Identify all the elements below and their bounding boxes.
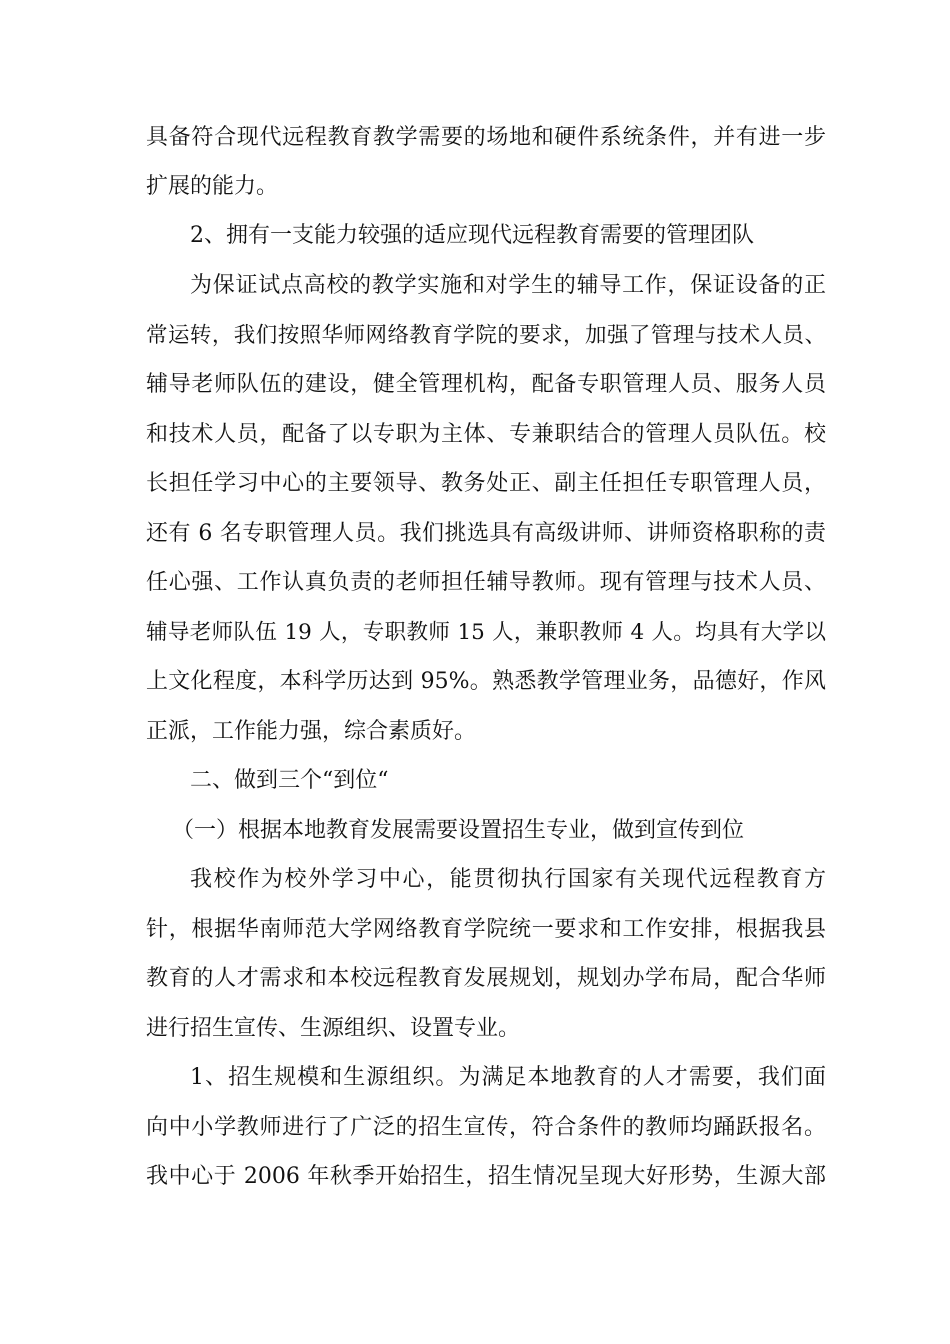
- text-line: 进行招生宣传、生源组织、设置专业。: [146, 1016, 521, 1041]
- text-line: 教育的人才需求和本校远程教育发展规划，规划办学布局，配合华师: [146, 966, 826, 991]
- text-line: 我校作为校外学习中心，能贯彻执行国家有关现代远程教育方: [190, 867, 826, 892]
- text-line: 向中小学教师进行了广泛的招生宣传，符合条件的教师均踊跃报名。: [146, 1115, 826, 1140]
- text-line: 上文化程度，本科学历达到 95%。熟悉教学管理业务，品德好，作风: [146, 669, 826, 694]
- section-heading: 二、做到三个“到位“: [190, 768, 389, 793]
- text-line: 任心强、工作认真负责的老师担任辅导教师。现有管理与技术人员、: [146, 570, 826, 595]
- text-line: 扩展的能力。: [146, 174, 279, 199]
- text-line: 辅导老师队伍 19 人，专职教师 15 人，兼职教师 4 人。均具有大学以: [146, 620, 826, 645]
- text-line: 1、招生规模和生源组织。为满足本地教育的人才需要，我们面: [190, 1065, 826, 1090]
- text-line: 具备符合现代远程教育教学需要的场地和硬件系统条件，并有进一步: [146, 125, 826, 150]
- text-line: 我中心于 2006 年秋季开始招生，招生情况呈现大好形势，生源大部: [146, 1164, 826, 1189]
- text-line: 正派，工作能力强，综合素质好。: [146, 719, 477, 744]
- text-line: 辅导老师队伍的建设，健全管理机构，配备专职管理人员、服务人员: [146, 372, 826, 397]
- subsection-heading: （一）根据本地教育发展需要设置招生专业，做到宣传到位: [172, 818, 745, 843]
- section-heading: 2、拥有一支能力较强的适应现代远程教育需要的管理团队: [190, 223, 754, 248]
- text-line: 还有 6 名专职管理人员。我们挑选具有高级讲师、讲师资格职称的责: [146, 521, 826, 546]
- text-line: 针，根据华南师范大学网络教育学院统一要求和工作安排，根据我县: [146, 917, 826, 942]
- text-line: 长担任学习中心的主要领导、教务处正、副主任担任专职管理人员，: [146, 471, 826, 496]
- text-line: 和技术人员，配备了以专职为主体、专兼职结合的管理人员队伍。校: [146, 422, 826, 447]
- text-line: 为保证试点高校的教学实施和对学生的辅导工作，保证设备的正: [190, 273, 826, 298]
- text-line: 常运转，我们按照华师网络教育学院的要求，加强了管理与技术人员、: [146, 323, 826, 348]
